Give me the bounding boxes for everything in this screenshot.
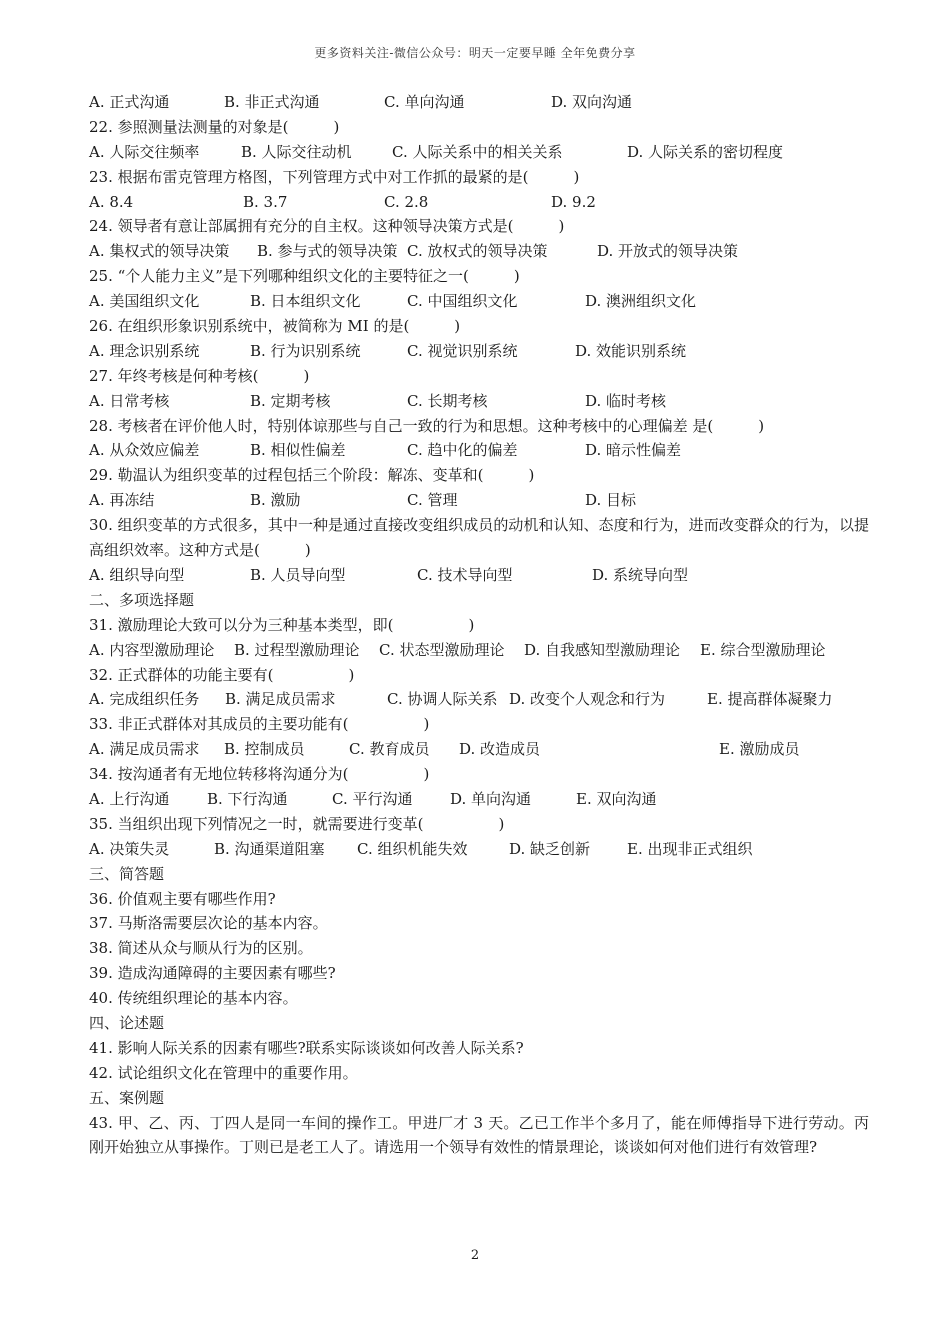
question-27: 27. 年终考核是何种考核( ) <box>89 366 310 385</box>
question-32: 32. 正式群体的功能主要有( ) <box>89 665 355 684</box>
q22-options <box>89 140 869 165</box>
question-23: 23. 根据布雷克管理方格图，下列管理方式中对工作抓的最紧的是( ) <box>89 167 580 186</box>
q27-options <box>89 389 869 414</box>
q32-option-e: E. 提高群体凝聚力 <box>707 690 833 709</box>
q32-option-a: A. 完成组织任务 <box>89 690 200 709</box>
question-29: 29. 勒温认为组织变革的过程包括三个阶段：解冻、变革和( ) <box>89 466 535 485</box>
q31-options <box>89 638 869 663</box>
q31-option-c: C. 状态型激励理论 <box>379 640 505 659</box>
q35-option-e: E. 出现非正式组织 <box>627 839 753 858</box>
q23-options <box>89 190 869 215</box>
q30-option-d: D. 系统导向型 <box>592 565 689 584</box>
q23-option-c: C. 2.8 <box>384 192 429 211</box>
question-42: 42. 试论组织文化在管理中的重要作用。 <box>89 1063 358 1082</box>
q32-option-b: B. 满足成员需求 <box>225 690 336 709</box>
q28-option-a: A. 从众效应偏差 <box>89 441 200 460</box>
q25-options <box>89 289 869 314</box>
question-34: 34. 按沟通者有无地位转移将沟通分为( ) <box>89 765 430 784</box>
q27-option-d: D. 临时考核 <box>585 391 667 410</box>
q26-option-b: B. 行为识别系统 <box>250 341 361 360</box>
question-24: 24. 领导者有意让部属拥有充分的自主权。这种领导决策方式是( ) <box>89 217 565 236</box>
q34-option-a: A. 上行沟通 <box>89 789 170 808</box>
q31-option-e: E. 综合型激励理论 <box>700 640 826 659</box>
q35-options <box>89 837 869 862</box>
question-26: 26. 在组织形象识别系统中，被简称为 MI 的是( ) <box>89 317 461 336</box>
q35-option-d: D. 缺乏创新 <box>509 839 591 858</box>
section-heading-essay: 四、论述题 <box>89 1013 165 1032</box>
q22-option-c: C. 人际关系中的相关关系 <box>392 142 563 161</box>
q21-options <box>89 90 869 115</box>
q24-option-d: D. 开放式的领导决策 <box>597 242 739 261</box>
q23-option-d: D. 9.2 <box>551 192 596 211</box>
q29-option-b: B. 激励 <box>250 491 301 510</box>
q26-option-d: D. 效能识别系统 <box>575 341 687 360</box>
q29-option-a: A. 再冻结 <box>89 491 155 510</box>
q30-option-a: A. 组织导向型 <box>89 565 185 584</box>
q34-options <box>89 787 869 812</box>
q28-option-d: D. 暗示性偏差 <box>585 441 682 460</box>
question-41: 41. 影响人际关系的因素有哪些?联系实际谈谈如何改善人际关系? <box>89 1038 524 1057</box>
question-31: 31. 激励理论大致可以分为三种基本类型，即( ) <box>89 615 475 634</box>
q28-option-b: B. 相似性偏差 <box>250 441 346 460</box>
q33-option-c: C. 教育成员 <box>349 740 430 759</box>
q21-option-d: D. 双向沟通 <box>551 93 633 111</box>
question-36: 36. 价值观主要有哪些作用? <box>89 889 276 908</box>
q33-options <box>89 737 869 762</box>
q33-option-b: B. 控制成员 <box>224 740 305 759</box>
q25-option-a: A. 美国组织文化 <box>89 292 200 311</box>
q24-option-b: B. 参与式的领导决策 <box>257 242 398 261</box>
q35-option-a: A. 决策失灵 <box>89 839 170 858</box>
q31-option-d: D. 自我感知型激励理论 <box>524 640 681 659</box>
q32-options <box>89 687 869 712</box>
q24-option-c: C. 放权式的领导决策 <box>407 242 548 261</box>
q24-options <box>89 239 869 264</box>
q32-option-d: D. 改变个人观念和行为 <box>509 690 666 709</box>
question-25: 25. “个人能力主义”是下列哪种组织文化的主要特征之一( ) <box>89 267 520 286</box>
q25-option-b: B. 日本组织文化 <box>250 292 361 311</box>
q26-option-a: A. 理念识别系统 <box>89 341 200 360</box>
q23-option-b: B. 3.7 <box>243 192 288 211</box>
q33-option-a: A. 满足成员需求 <box>89 740 200 759</box>
q31-option-a: A. 内容型激励理论 <box>89 640 215 659</box>
q30-options <box>89 563 869 588</box>
page-header: 更多资料关注-微信公众号：明天一定要早睡 全年免费分享 <box>314 46 636 60</box>
question-43: 43. 甲、乙、丙、丁四人是同一车间的操作工。甲进厂才 3 天。乙已工作半个多月了，能在师傅指导下进行劳动。丙刚开始独立从事操作。丁则已是老工人了。请选用一个领导有效性的情景理论，谈谈如何对他们进行有效管理? <box>89 1113 869 1157</box>
question-38: 38. 简述从众与顺从行为的区别。 <box>89 939 313 958</box>
q25-option-c: C. 中国组织文化 <box>407 292 518 311</box>
q30-option-b: B. 人员导向型 <box>250 565 346 584</box>
question-33: 33. 非正式群体对其成员的主要功能有( ) <box>89 715 430 734</box>
q29-options <box>89 488 869 513</box>
q32-option-c: C. 协调人际关系 <box>387 690 498 709</box>
q35-option-c: C. 组织机能失效 <box>357 839 468 858</box>
question-39: 39. 造成沟通障碍的主要因素有哪些? <box>89 964 336 983</box>
q21-option-c: C. 单向沟通 <box>384 93 465 111</box>
q26-options <box>89 339 869 364</box>
question-40: 40. 传统组织理论的基本内容。 <box>89 989 298 1008</box>
q34-option-e: E. 双向沟通 <box>576 789 657 808</box>
q33-option-e: E. 激励成员 <box>719 740 800 759</box>
q27-option-a: A. 日常考核 <box>89 391 170 410</box>
q29-option-c: C. 管理 <box>407 491 458 510</box>
q35-option-b: B. 沟通渠道阻塞 <box>214 839 325 858</box>
q27-option-c: C. 长期考核 <box>407 391 488 410</box>
question-30: 30. 组织变革的方式很多，其中一种是通过直接改变组织成员的动机和认知、态度和行为，进而改变群众的行为，以提高组织效率。这种方式是( ) <box>89 516 869 560</box>
question-35: 35. 当组织出现下列情况之一时，就需要进行变革( ) <box>89 814 505 833</box>
q21-option-a: A. 正式沟通 <box>89 93 170 111</box>
question-22: 22. 参照测量法测量的对象是( ) <box>89 117 340 136</box>
q34-option-d: D. 单向沟通 <box>450 789 532 808</box>
q22-option-d: D. 人际关系的密切程度 <box>627 142 784 161</box>
q26-option-c: C. 视觉识别系统 <box>407 341 518 360</box>
section-heading-short-answer: 三、简答题 <box>89 864 165 883</box>
q23-option-a: A. 8.4 <box>89 192 134 211</box>
q24-option-a: A. 集权式的领导决策 <box>89 242 230 261</box>
q28-option-c: C. 趋中化的偏差 <box>407 441 518 460</box>
question-28: 28. 考核者在评价他人时，特别体谅那些与自己一致的行为和思想。这种考核中的心理偏差 是( ) <box>89 416 765 435</box>
q22-option-b: B. 人际交往动机 <box>241 142 352 161</box>
q27-option-b: B. 定期考核 <box>250 391 331 410</box>
q30-option-c: C. 技术导向型 <box>417 565 513 584</box>
q22-option-a: A. 人际交往频率 <box>89 142 200 161</box>
q25-option-d: D. 澳洲组织文化 <box>585 292 697 311</box>
q34-option-c: C. 平行沟通 <box>332 789 413 808</box>
question-37: 37. 马斯洛需要层次论的基本内容。 <box>89 914 328 933</box>
q28-options <box>89 438 869 463</box>
q21-option-b: B. 非正式沟通 <box>224 93 320 111</box>
section-heading-case-study: 五、案例题 <box>89 1088 165 1107</box>
section-heading-multiple-choice: 二、多项选择题 <box>89 590 195 609</box>
exam-content <box>89 90 869 1160</box>
q31-option-b: B. 过程型激励理论 <box>234 640 360 659</box>
page-number: 2 <box>470 1248 480 1263</box>
q29-option-d: D. 目标 <box>585 491 637 510</box>
q33-option-d: D. 改造成员 <box>459 740 541 759</box>
q34-option-b: B. 下行沟通 <box>207 789 288 808</box>
